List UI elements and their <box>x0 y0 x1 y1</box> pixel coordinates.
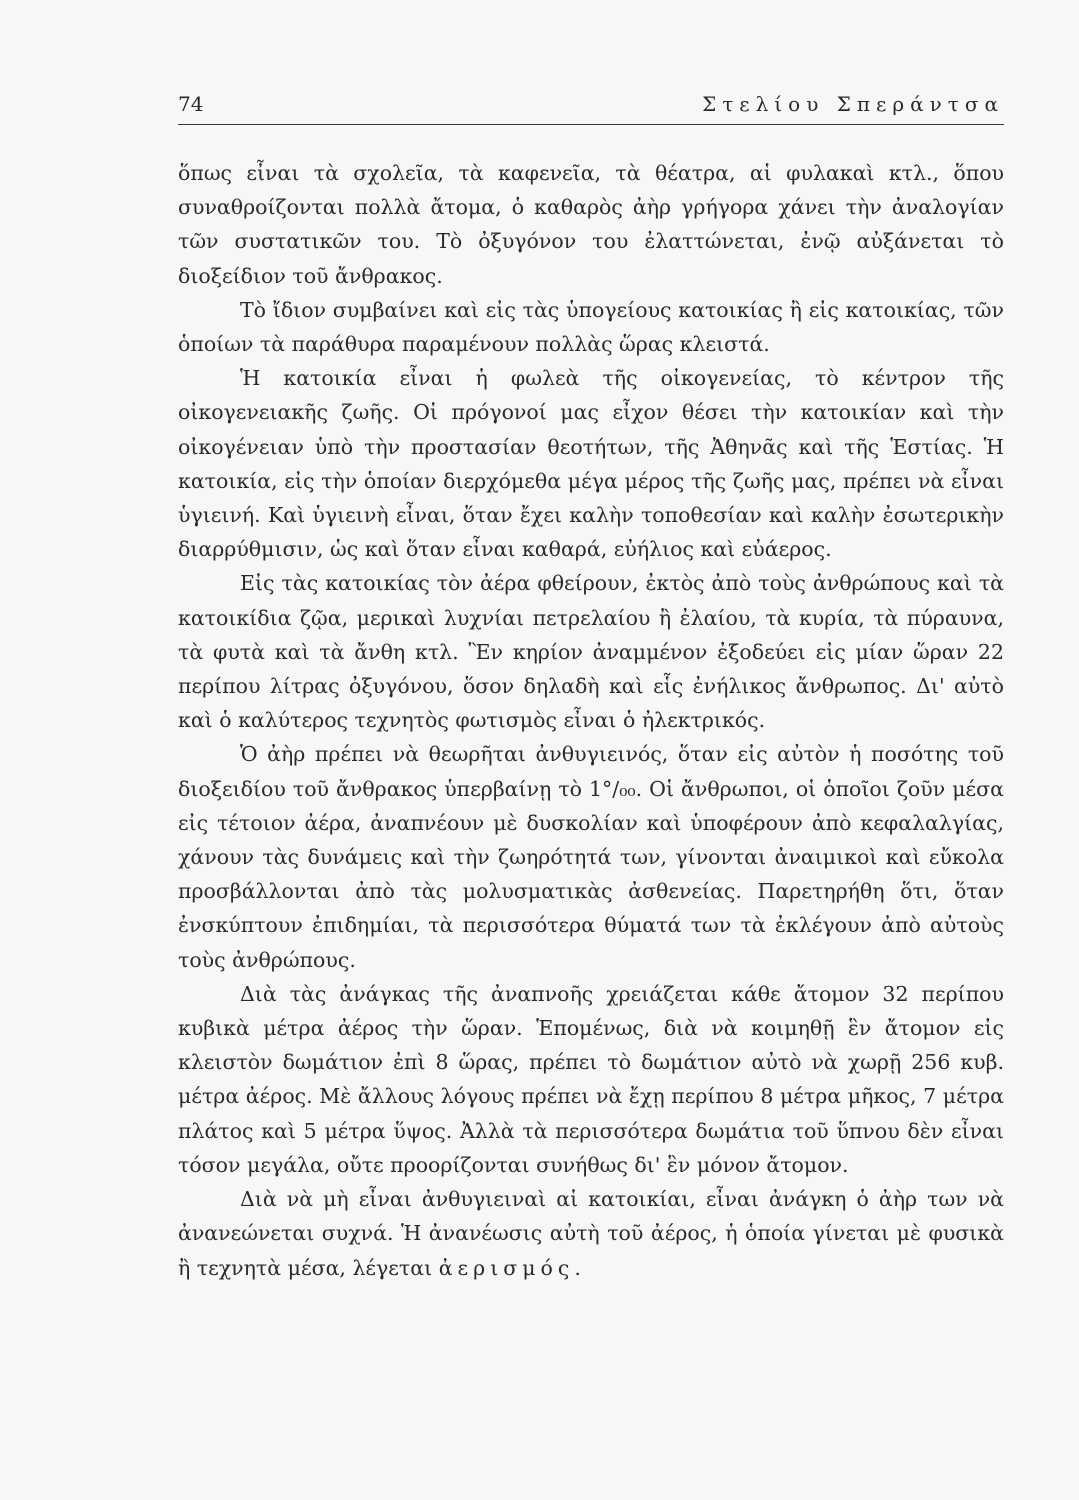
body-text <box>178 156 1004 1285</box>
paragraph-1: ὅπως εἶναι τὰ σχολεῖα, τὰ καφενεῖα, τὰ θέατρα, αἱ φυλακαὶ κτλ., ὅπου συναθροίζονται πολλὰ ἄτομα, ὁ καθαρὸς ἀὴρ γρήγορα χάνει τὴν ἀναλογίαν τῶν συστατικῶν του. Τὸ ὀξυγόνον του ἐλαττώνεται, ἐνῷ αὐξάνεται τὸ διοξείδιον τοῦ ἄνθρακος. <box>178 161 1004 288</box>
paragraph-2: Τὸ ἴδιον συμβαίνει καὶ εἰς τὰς ὑπογείους κατοικίας ἢ εἰς κατοικίας, τῶν ὁποίων τὰ παράθυρα παραμένουν πολλὰς ὥρας κλειστά. <box>178 297 1004 357</box>
closing-term: ἀερισμός. <box>438 1255 586 1280</box>
paragraph-3: Ἡ κατοικία εἶναι ἡ φωλεὰ τῆς οἰκογενείας, τὸ κέντρον τῆς οἰκογενειακῆς ζωῆς. Οἱ πρόγονοί μας εἶχον θέσει τὴν κατοικίαν καὶ τὴν οἰκογένειαν ὑπὸ τὴν προστασίαν θεοτήτων, τῆς Ἀθηνᾶς καὶ τῆς Ἑστίας. Ἡ κατοικία, εἰς τὴν ὁποίαν διερχόμεθα μέγα μέρος τῆς ζωῆς μας, πρέπει νὰ εἶναι ὑγιεινή. Καὶ ὑγιεινὴ εἶναι, ὅταν ἔχει καλὴν τοποθεσίαν καὶ καλὴν ἐσωτερικὴν διαρρύθμισιν, ὡς καὶ ὅταν εἶναι καθαρά, εὐήλιος καὶ εὐάερος. <box>178 366 1004 562</box>
page-header <box>178 88 1004 125</box>
paragraph-7 <box>178 1182 1004 1285</box>
running-title: Στελίου Σπεράντσα <box>702 92 1004 116</box>
page-number: 74 <box>178 92 204 116</box>
paragraph-4: Εἰς τὰς κατοικίας τὸν ἀέρα φθείρουν, ἐκτὸς ἀπὸ τοὺς ἀνθρώπους καὶ τὰ κατοικίδια ζῷα, μερικαὶ λυχνίαι πετρελαίου ἢ ἐλαίου, τὰ κυρία, τὰ πύραυνα, τὰ φυτὰ καὶ τὰ ἄνθη κτλ. Ἓν κηρίον ἀναμμένον ἐξοδεύει εἰς μίαν ὥραν 22 περίπου λίτρας ὀξυγόνου, ὅσον δηλαδὴ καὶ εἷς ἐνήλικος ἄνθρωπος. Δι' αὐτὸ καὶ ὁ καλύτερος τεχνητὸς φωτισμὸς εἶναι ὁ ἠλεκτρικός. <box>178 571 1004 733</box>
paragraph-5: Ὁ ἀὴρ πρέπει νὰ θεωρῆται ἀνθυγιεινός, ὅταν εἰς αὐτὸν ἡ ποσότης τοῦ διοξειδίου τοῦ ἄνθρακος ὑπερβαίνῃ τὸ 1°/₀₀. Οἱ ἄνθρωποι, οἱ ὁποῖοι ζοῦν μέσα εἰς τέτοιον ἀέρα, ἀναπνέουν μὲ δυσκολίαν καὶ ὑποφέρουν ἀπὸ κεφαλαλγίας, χάνουν τὰς δυνάμεις καὶ τὴν ζωηρότητά των, γίνονται ἀναιμικοὶ καὶ εὔκολα προσβάλλονται ἀπὸ τὰς μολυσματικὰς ἀσθενείας. Παρετηρήθη ὅτι, ὅταν ἐνσκύπτουν ἐπιδημίαι, τὰ περισσότερα θύματά των τὰ ἐκλέγουν ἀπὸ αὐτοὺς τοὺς ἀνθρώπους. <box>178 742 1004 972</box>
paragraph-7-text: Διὰ νὰ μὴ εἶναι ἀνθυγιειναὶ αἱ κατοικίαι, εἶναι ἀνάγκη ὁ ἀὴρ των νὰ ἀνανεώνεται συχνά. Ἡ ἀνανέωσις αὐτὴ τοῦ ἀέρος, ἡ ὁποία γίνεται μὲ φυσικὰ ἢ τεχνητὰ μέσα, λέγεται <box>178 1187 1004 1280</box>
paragraph-6: Διὰ τὰς ἀνάγκας τῆς ἀναπνοῆς χρειάζεται κάθε ἄτομον 32 περίπου κυβικὰ μέτρα ἀέρος τὴν ὥραν. Ἑπομένως, διὰ νὰ κοιμηθῇ ἓν ἄτομον εἰς κλειστὸν δωμάτιον ἐπὶ 8 ὥρας, πρέπει τὸ δωμάτιον αὐτὸ νὰ χωρῇ 256 κυβ. μέτρα ἀέρος. Μὲ ἄλλους λόγους πρέπει νὰ ἔχῃ περίπου 8 μέτρα μῆκος, 7 μέτρα πλάτος καὶ 5 μέτρα ὕψος. Ἀλλὰ τὰ περισσότερα δωμάτια τοῦ ὕπνου δὲν εἶναι τόσον μεγάλα, οὔτε προορίζονται συνήθως δι' ἓν μόνον ἄτομον. <box>178 981 1004 1177</box>
